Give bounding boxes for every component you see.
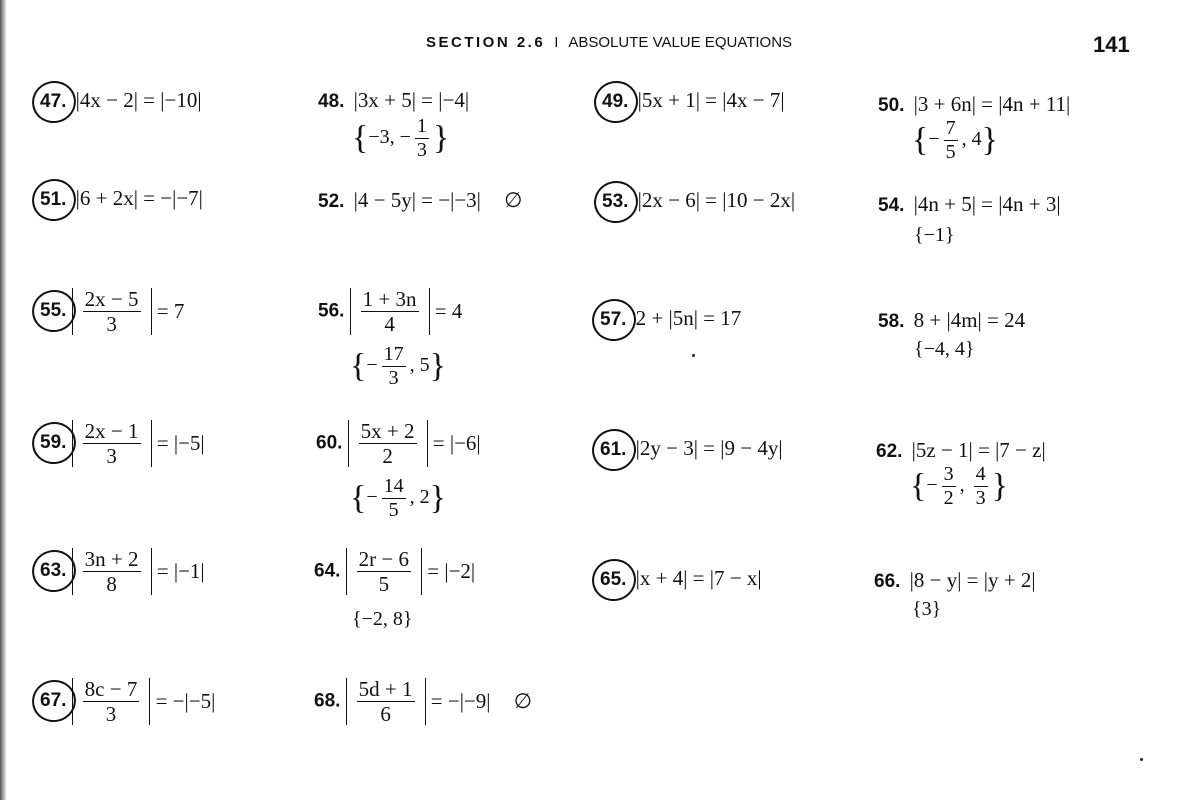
problem-number: 57. bbox=[600, 309, 627, 330]
abs-fraction: $\frac{5x + 2}{2}$ bbox=[348, 420, 428, 467]
problem-63 bbox=[40, 548, 205, 595]
problem-67 bbox=[40, 678, 215, 725]
problem-54 bbox=[878, 192, 1061, 217]
problem-number: 65. bbox=[600, 569, 627, 590]
equation: |x + 4| = |7 − x| bbox=[635, 566, 762, 590]
right-hand-side: = 7 bbox=[156, 299, 185, 324]
equation: |4x − 2| = |−10| bbox=[75, 88, 202, 112]
right-hand-side: = |−1| bbox=[156, 559, 205, 584]
empty-set-answer: ∅ bbox=[513, 689, 533, 714]
problem-52 bbox=[318, 188, 522, 213]
equation: |4n + 5| = |4n + 3| bbox=[913, 192, 1061, 216]
problem-62 bbox=[876, 438, 1046, 463]
right-hand-side: = 4 bbox=[434, 299, 463, 324]
answer-56: {− $\frac{17}{3}$ , 5} bbox=[350, 343, 446, 389]
problem-number: 48. bbox=[318, 91, 345, 112]
abs-fraction: $\frac{2x - 1}{3}$ bbox=[72, 420, 152, 467]
answer-64: {−2, 8} bbox=[352, 608, 413, 630]
problem-number: 60. bbox=[316, 432, 343, 454]
problem-number: 63. bbox=[40, 560, 67, 582]
equation: |8 − y| = |y + 2| bbox=[909, 568, 1036, 592]
right-hand-side: = −|−5| bbox=[155, 689, 216, 714]
right-hand-side: = −|−9| bbox=[430, 689, 491, 714]
problem-number: 61. bbox=[600, 439, 627, 460]
section-header bbox=[426, 34, 792, 51]
equation: |5x + 1| = |4x − 7| bbox=[637, 88, 785, 112]
section-title: ABSOLUTE VALUE EQUATIONS bbox=[568, 34, 793, 51]
abs-fraction: $\frac{1 + 3n}{4}$ bbox=[350, 288, 430, 335]
problem-number: 66. bbox=[874, 571, 901, 592]
problem-55 bbox=[40, 288, 184, 335]
fraction: $\frac{17}{3}$ bbox=[383, 343, 404, 389]
page-binding-edge bbox=[0, 0, 6, 800]
abs-fraction: $\frac{3n + 2}{8}$ bbox=[72, 548, 152, 595]
problem-53 bbox=[602, 188, 795, 213]
answer-54: {−1} bbox=[914, 224, 955, 246]
problem-64 bbox=[314, 548, 475, 595]
problem-number: 52. bbox=[318, 191, 345, 212]
problem-number: 53. bbox=[602, 191, 629, 212]
problem-56 bbox=[318, 288, 462, 335]
answer-50: {− $\frac{7}{5}$ , 4} bbox=[912, 117, 998, 163]
equation: 2 + |5n| = 17 bbox=[635, 306, 742, 330]
answer-48: {−3, − $\frac{1}{3}$ } bbox=[352, 115, 450, 161]
problem-48 bbox=[318, 88, 469, 113]
answer-58: {−4, 4} bbox=[914, 338, 975, 360]
problem-number: 50. bbox=[878, 95, 905, 116]
problem-68 bbox=[314, 678, 532, 725]
problem-50 bbox=[878, 92, 1070, 117]
fraction: $\frac{7}{5}$ bbox=[945, 117, 956, 163]
right-hand-side: = |−6| bbox=[432, 431, 481, 456]
equation: |3x + 5| = |−4| bbox=[353, 88, 470, 112]
problem-47 bbox=[40, 88, 202, 113]
problem-66 bbox=[874, 568, 1036, 593]
problem-59 bbox=[40, 420, 205, 467]
problem-number: 68. bbox=[314, 690, 341, 712]
problem-49 bbox=[602, 88, 785, 113]
problem-number: 67. bbox=[40, 690, 67, 712]
problem-60 bbox=[316, 420, 481, 467]
fraction: $\frac{4}{3}$ bbox=[975, 463, 986, 509]
equation: |2y − 3| = |9 − 4y| bbox=[635, 436, 783, 460]
problem-51 bbox=[40, 186, 203, 211]
problem-57 bbox=[600, 306, 741, 331]
scan-speck bbox=[692, 354, 695, 357]
abs-fraction: $\frac{2x - 5}{3}$ bbox=[72, 288, 152, 335]
problem-number: 55. bbox=[40, 300, 67, 322]
problem-58 bbox=[878, 308, 1025, 333]
abs-fraction: $\frac{8c - 7}{3}$ bbox=[72, 678, 151, 725]
equation: |4 − 5y| = −|−3| bbox=[353, 188, 481, 212]
problem-number: 51. bbox=[40, 189, 67, 210]
abs-fraction: $\frac{2r - 6}{5}$ bbox=[346, 548, 422, 595]
equation: |5z − 1| = |7 − z| bbox=[911, 438, 1046, 462]
empty-set-answer: ∅ bbox=[504, 188, 523, 212]
equation: 8 + |4m| = 24 bbox=[913, 308, 1026, 332]
right-hand-side: = |−5| bbox=[156, 431, 205, 456]
problem-65 bbox=[600, 566, 762, 591]
problem-number: 62. bbox=[876, 441, 903, 462]
answer-62: {− $\frac{3}{2}$ , $\frac{4}{3}$ } bbox=[910, 463, 1008, 509]
problem-number: 58. bbox=[878, 311, 905, 332]
problem-number: 59. bbox=[40, 432, 67, 454]
problem-number: 56. bbox=[318, 300, 345, 322]
answer-60: {− $\frac{14}{5}$ , 2} bbox=[350, 475, 446, 521]
answer-66: {3} bbox=[912, 598, 942, 620]
section-label: SECTION 2.6 bbox=[426, 34, 546, 51]
fraction: $\frac{1}{3}$ bbox=[416, 115, 427, 161]
scan-speck bbox=[1140, 758, 1143, 761]
fraction: $\frac{3}{2}$ bbox=[943, 463, 954, 509]
equation: |6 + 2x| = −|−7| bbox=[75, 186, 203, 210]
equation: |3 + 6n| = |4n + 11| bbox=[913, 92, 1071, 116]
equation: |2x − 6| = |10 − 2x| bbox=[637, 188, 796, 212]
page-number: 141 bbox=[1093, 32, 1130, 57]
problem-number: 47. bbox=[40, 91, 67, 112]
right-hand-side: = |−2| bbox=[427, 559, 476, 584]
abs-fraction: $\frac{5d + 1}{6}$ bbox=[346, 678, 426, 725]
problem-number: 49. bbox=[602, 91, 629, 112]
fraction: $\frac{14}{5}$ bbox=[383, 475, 404, 521]
header-separator: I bbox=[554, 34, 560, 51]
problem-61 bbox=[600, 436, 783, 461]
problem-number: 64. bbox=[314, 560, 341, 582]
problem-number: 54. bbox=[878, 195, 905, 216]
